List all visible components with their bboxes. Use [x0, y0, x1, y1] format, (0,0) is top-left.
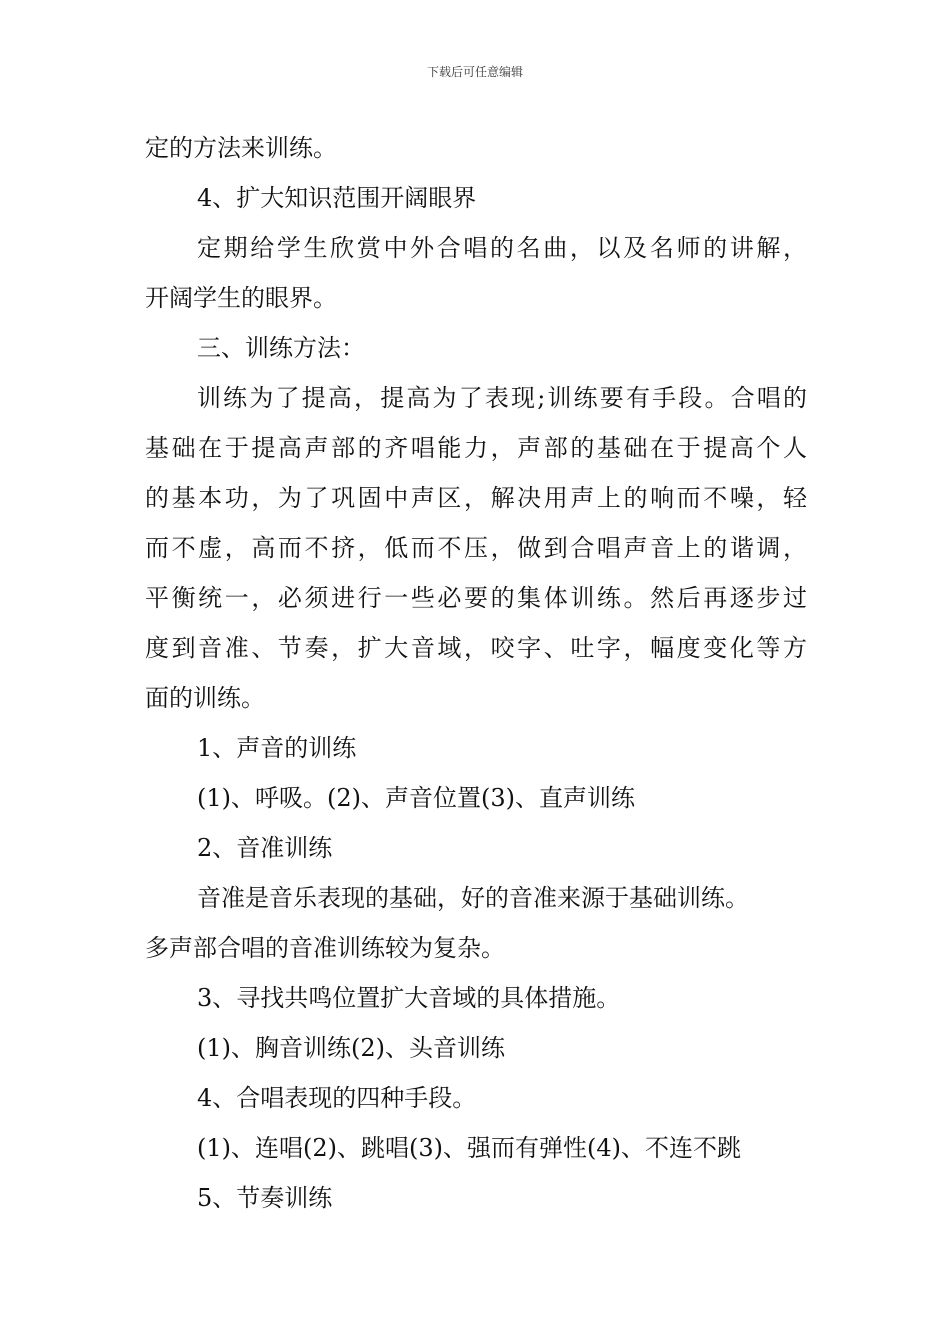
- paragraph-line: 平衡统一，必须进行一些必要的集体训练。然后再逐步过: [145, 584, 807, 612]
- text-line: 定的方法来训练。: [145, 134, 337, 162]
- paragraph-line: 定期给学生欣赏中外合唱的名曲，以及名师的讲解，: [197, 234, 807, 262]
- page-header: 下载后可任意编辑: [426, 65, 523, 79]
- paragraph-line: 基础在于提高声部的齐唱能力，声部的基础在于提高个人: [145, 434, 807, 462]
- section-heading: 1、声音的训练: [197, 734, 357, 762]
- section-heading: 5、节奏训练: [197, 1184, 333, 1212]
- paragraph-line: 度到音准、节奏，扩大音域，咬字、吐字，幅度变化等方: [145, 634, 807, 662]
- section-heading: 三、训练方法：: [197, 334, 365, 362]
- paragraph-line: 开阔学生的眼界。: [145, 284, 337, 312]
- paragraph-line: 多声部合唱的音准训练较为复杂。: [145, 934, 505, 962]
- section-heading: 4、扩大知识范围开阔眼界: [197, 184, 477, 212]
- paragraph-line: 音准是音乐表现的基础，好的音准来源于基础训练。: [197, 884, 749, 912]
- list-line: (1)、呼吸。(2)、声音位置(3)、直声训练: [197, 784, 635, 812]
- paragraph-line: 的基本功，为了巩固中声区，解决用声上的响而不噪，轻: [145, 484, 807, 512]
- paragraph-line: 而不虚，高而不挤，低而不压，做到合唱声音上的谐调，: [145, 534, 807, 562]
- paragraph-line: 面的训练。: [145, 684, 265, 712]
- paragraph-line: 训练为了提高，提高为了表现;训练要有手段。合唱的: [197, 384, 807, 412]
- section-heading: 2、音准训练: [197, 834, 333, 862]
- section-heading: 3、寻找共鸣位置扩大音域的具体措施。: [197, 984, 621, 1012]
- section-heading: 4、合唱表现的四种手段。: [197, 1084, 477, 1112]
- list-line: (1)、连唱(2)、跳唱(3)、强而有弹性(4)、不连不跳: [197, 1134, 741, 1162]
- document-body: [145, 123, 807, 1223]
- list-line: (1)、胸音训练(2)、头音训练: [197, 1034, 505, 1062]
